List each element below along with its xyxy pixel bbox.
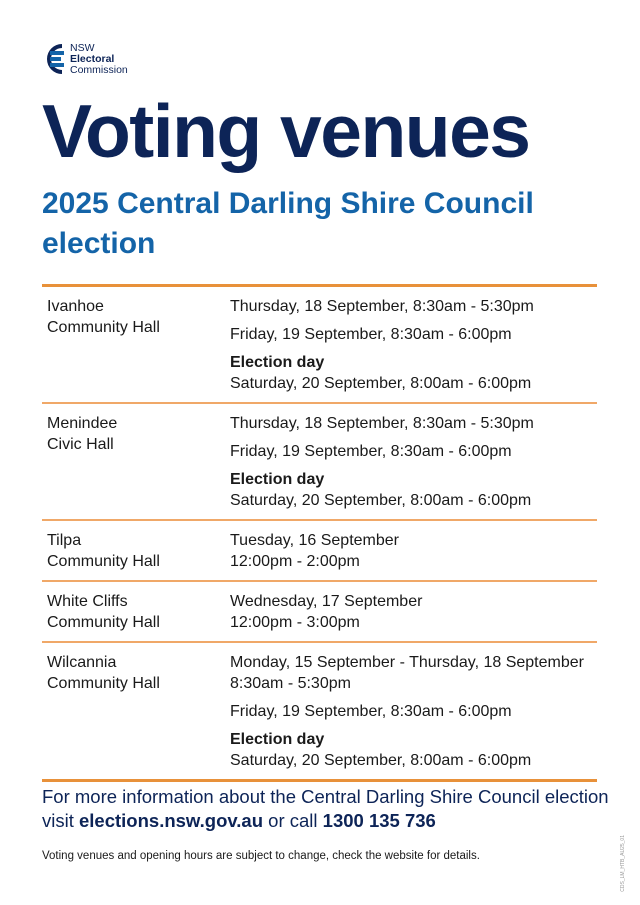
venue-row <box>42 404 597 521</box>
venue-name-line: Community Hall <box>47 675 160 692</box>
venue-opening-hours <box>230 296 597 394</box>
venue-name <box>42 652 230 771</box>
venue-opening-hours <box>230 652 597 771</box>
hours-line: Wednesday, 17 September <box>230 593 423 610</box>
nswec-logo-icon <box>42 42 66 76</box>
hours-line: Saturday, 20 September, 8:00am - 6:00pm <box>230 492 532 509</box>
page-subtitle: 2025 Central Darling Shire Council election <box>42 187 534 260</box>
venue-name <box>42 296 230 394</box>
venue-name-line: Ivanhoe <box>47 298 104 315</box>
logo-line-nsw: NSW <box>70 41 95 54</box>
venue-row <box>42 521 597 582</box>
election-day-label: Election day <box>230 354 325 371</box>
hours-group <box>230 701 597 722</box>
venue-name-line: White Cliffs <box>47 593 128 610</box>
venue-name-line: Civic Hall <box>47 436 114 453</box>
logo-line-electoral: Electoral <box>70 52 115 65</box>
election-day-label: Election day <box>230 731 325 748</box>
logo-line-commission: Commission <box>70 63 128 76</box>
page-title: Voting venues <box>42 89 530 173</box>
hours-line: Monday, 15 September - Thursday, 18 September <box>230 654 584 671</box>
logo-text <box>70 43 128 76</box>
hours-line: 12:00pm - 2:00pm <box>230 553 360 570</box>
venue-name-line: Wilcannia <box>47 654 117 671</box>
hours-line: 8:30am - 5:30pm <box>230 675 351 692</box>
venue-row <box>42 287 597 404</box>
phone-number[interactable]: 1300 135 736 <box>322 810 436 831</box>
hours-line: Tuesday, 16 September <box>230 532 399 549</box>
venue-name-line: Tilpa <box>47 532 82 549</box>
hours-line: Friday, 19 September, 8:30am - 6:00pm <box>230 326 512 343</box>
hours-group <box>230 530 597 572</box>
hours-group <box>230 296 597 317</box>
venue-opening-hours <box>230 591 597 633</box>
venues-table <box>42 284 597 782</box>
hours-group <box>230 352 597 394</box>
venue-name-line: Community Hall <box>47 553 160 570</box>
venue-row <box>42 643 597 782</box>
venue-name <box>42 530 230 572</box>
hours-line: Friday, 19 September, 8:30am - 6:00pm <box>230 443 512 460</box>
hours-line: Thursday, 18 September, 8:30am - 5:30pm <box>230 415 534 432</box>
venue-name-line: Community Hall <box>47 319 160 336</box>
hours-line: Friday, 19 September, 8:30am - 6:00pm <box>230 703 512 720</box>
hours-group <box>230 591 597 633</box>
hours-group <box>230 729 597 771</box>
hours-line: Saturday, 20 September, 8:00am - 6:00pm <box>230 752 532 769</box>
venue-name <box>42 591 230 633</box>
hours-group <box>230 441 597 462</box>
hours-group <box>230 413 597 434</box>
venue-name-line: Community Hall <box>47 614 160 631</box>
more-info-text <box>42 785 612 833</box>
hours-line: Saturday, 20 September, 8:00am - 6:00pm <box>230 375 532 392</box>
disclaimer: Voting venues and opening hours are subject to change, check the website for details. <box>42 850 480 862</box>
venue-opening-hours <box>230 530 597 572</box>
venue-opening-hours <box>230 413 597 511</box>
info-prefix: For more information about the Central Darling Shire Council election visit <box>42 786 609 831</box>
document-code: CDS_LM_HTB_AU25_01 <box>620 835 626 892</box>
hours-group <box>230 324 597 345</box>
hours-group <box>230 652 597 694</box>
election-day-label: Election day <box>230 471 325 488</box>
nsw-electoral-commission-logo <box>42 42 128 76</box>
hours-group <box>230 469 597 511</box>
venue-row <box>42 582 597 643</box>
venue-name-line: Menindee <box>47 415 118 432</box>
hours-line: Thursday, 18 September, 8:30am - 5:30pm <box>230 298 534 315</box>
venue-name <box>42 413 230 511</box>
info-middle: or call <box>263 810 323 831</box>
hours-line: 12:00pm - 3:00pm <box>230 614 360 631</box>
website-link[interactable]: elections.nsw.gov.au <box>79 810 264 831</box>
